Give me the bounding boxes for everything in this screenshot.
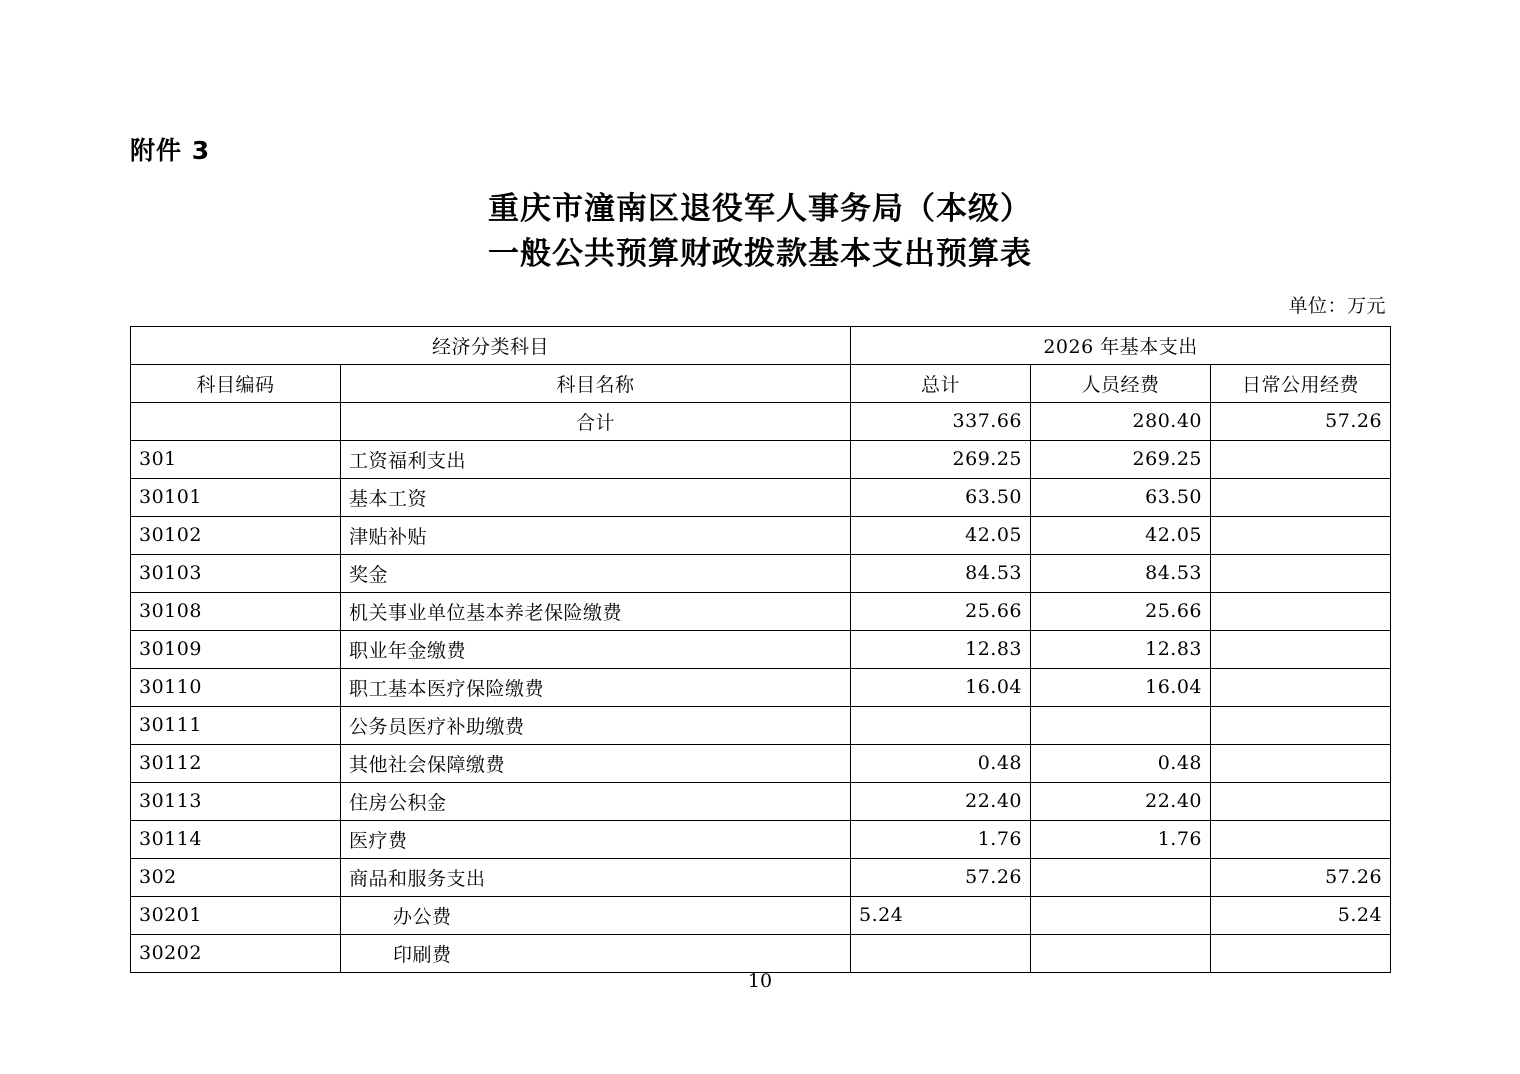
cell-code: 30103	[131, 554, 341, 592]
cell-code: 301	[131, 440, 341, 478]
cell-total: 0.48	[851, 744, 1031, 782]
cell-code: 30101	[131, 478, 341, 516]
cell-total: 337.66	[851, 402, 1031, 440]
cell-name: 工资福利支出	[341, 440, 851, 478]
cell-code: 30111	[131, 706, 341, 744]
cell-total: 5.24	[851, 896, 1031, 934]
cell-personnel: 280.40	[1031, 402, 1211, 440]
cell-daily	[1211, 516, 1391, 554]
cell-total: 63.50	[851, 478, 1031, 516]
cell-name: 医疗费	[341, 820, 851, 858]
table-body	[131, 402, 1391, 972]
cell-personnel	[1031, 934, 1211, 972]
cell-total: 57.26	[851, 858, 1031, 896]
cell-personnel: 12.83	[1031, 630, 1211, 668]
cell-total: 25.66	[851, 592, 1031, 630]
cell-total: 12.83	[851, 630, 1031, 668]
cell-total: 42.05	[851, 516, 1031, 554]
page-number: 10	[747, 970, 773, 992]
cell-code: 302	[131, 858, 341, 896]
cell-daily: 5.24	[1211, 896, 1391, 934]
cell-code	[131, 402, 341, 440]
cell-personnel: 22.40	[1031, 782, 1211, 820]
cell-daily	[1211, 744, 1391, 782]
cell-name: 其他社会保障缴费	[341, 744, 851, 782]
table-row	[131, 478, 1391, 516]
cell-name: 津贴补贴	[341, 516, 851, 554]
cell-code: 30110	[131, 668, 341, 706]
table-row	[131, 516, 1391, 554]
cell-name: 职工基本医疗保险缴费	[341, 668, 851, 706]
cell-daily: 57.26	[1211, 402, 1391, 440]
cell-code: 30112	[131, 744, 341, 782]
cell-daily	[1211, 668, 1391, 706]
table-row	[131, 744, 1391, 782]
table-row	[131, 554, 1391, 592]
column-header-total: 总计	[851, 364, 1031, 402]
cell-name: 商品和服务支出	[341, 858, 851, 896]
cell-personnel: 16.04	[1031, 668, 1211, 706]
table-row	[131, 668, 1391, 706]
table-column-header-row	[131, 364, 1391, 402]
cell-personnel: 1.76	[1031, 820, 1211, 858]
cell-code: 30114	[131, 820, 341, 858]
cell-daily	[1211, 934, 1391, 972]
cell-daily	[1211, 440, 1391, 478]
cell-name: 办公费	[341, 896, 851, 934]
column-header-daily: 日常公用经费	[1211, 364, 1391, 402]
cell-code: 30102	[131, 516, 341, 554]
table-row	[131, 858, 1391, 896]
budget-table	[130, 326, 1391, 973]
cell-daily	[1211, 706, 1391, 744]
table-row	[131, 440, 1391, 478]
cell-total: 269.25	[851, 440, 1031, 478]
table-row	[131, 782, 1391, 820]
table-row	[131, 706, 1391, 744]
cell-personnel	[1031, 706, 1211, 744]
cell-total: 16.04	[851, 668, 1031, 706]
cell-daily	[1211, 630, 1391, 668]
column-header-name: 科目名称	[341, 364, 851, 402]
cell-daily	[1211, 478, 1391, 516]
cell-daily	[1211, 782, 1391, 820]
cell-total	[851, 706, 1031, 744]
title-line-2: 一般公共预算财政拨款基本支出预算表	[488, 235, 1032, 272]
cell-total: 84.53	[851, 554, 1031, 592]
cell-name: 职业年金缴费	[341, 630, 851, 668]
cell-total: 1.76	[851, 820, 1031, 858]
cell-daily: 57.26	[1211, 858, 1391, 896]
cell-total: 22.40	[851, 782, 1031, 820]
cell-daily	[1211, 592, 1391, 630]
cell-personnel: 42.05	[1031, 516, 1211, 554]
cell-code: 30108	[131, 592, 341, 630]
cell-name: 印刷费	[341, 934, 851, 972]
cell-name: 基本工资	[341, 478, 851, 516]
cell-personnel: 84.53	[1031, 554, 1211, 592]
cell-personnel: 63.50	[1031, 478, 1211, 516]
cell-code: 30109	[131, 630, 341, 668]
column-header-personnel: 人员经费	[1031, 364, 1211, 402]
group-header-category: 经济分类科目	[131, 326, 851, 364]
cell-daily	[1211, 554, 1391, 592]
unit-note: 单位：万元	[1288, 294, 1386, 317]
table-group-header-row	[131, 326, 1391, 364]
cell-daily	[1211, 820, 1391, 858]
table-row	[131, 820, 1391, 858]
cell-code: 30202	[131, 934, 341, 972]
cell-personnel	[1031, 896, 1211, 934]
column-header-code: 科目编码	[131, 364, 341, 402]
cell-personnel: 25.66	[1031, 592, 1211, 630]
cell-name: 机关事业单位基本养老保险缴费	[341, 592, 851, 630]
cell-personnel: 0.48	[1031, 744, 1211, 782]
table-row	[131, 402, 1391, 440]
cell-name: 住房公积金	[341, 782, 851, 820]
page-title	[130, 163, 1390, 277]
cell-name: 奖金	[341, 554, 851, 592]
cell-personnel: 269.25	[1031, 440, 1211, 478]
attachment-label: 附件 3	[130, 136, 211, 165]
cell-code: 30113	[131, 782, 341, 820]
table-row	[131, 896, 1391, 934]
group-header-year-expenditure: 2026 年基本支出	[851, 326, 1391, 364]
cell-personnel	[1031, 858, 1211, 896]
cell-code: 30201	[131, 896, 341, 934]
title-line-1: 重庆市潼南区退役军人事务局（本级）	[488, 191, 1032, 227]
table-header	[131, 326, 1391, 402]
cell-name: 合计	[341, 402, 851, 440]
cell-name: 公务员医疗补助缴费	[341, 706, 851, 744]
cell-total	[851, 934, 1031, 972]
table-row	[131, 592, 1391, 630]
table-row	[131, 934, 1391, 972]
table-row	[131, 630, 1391, 668]
